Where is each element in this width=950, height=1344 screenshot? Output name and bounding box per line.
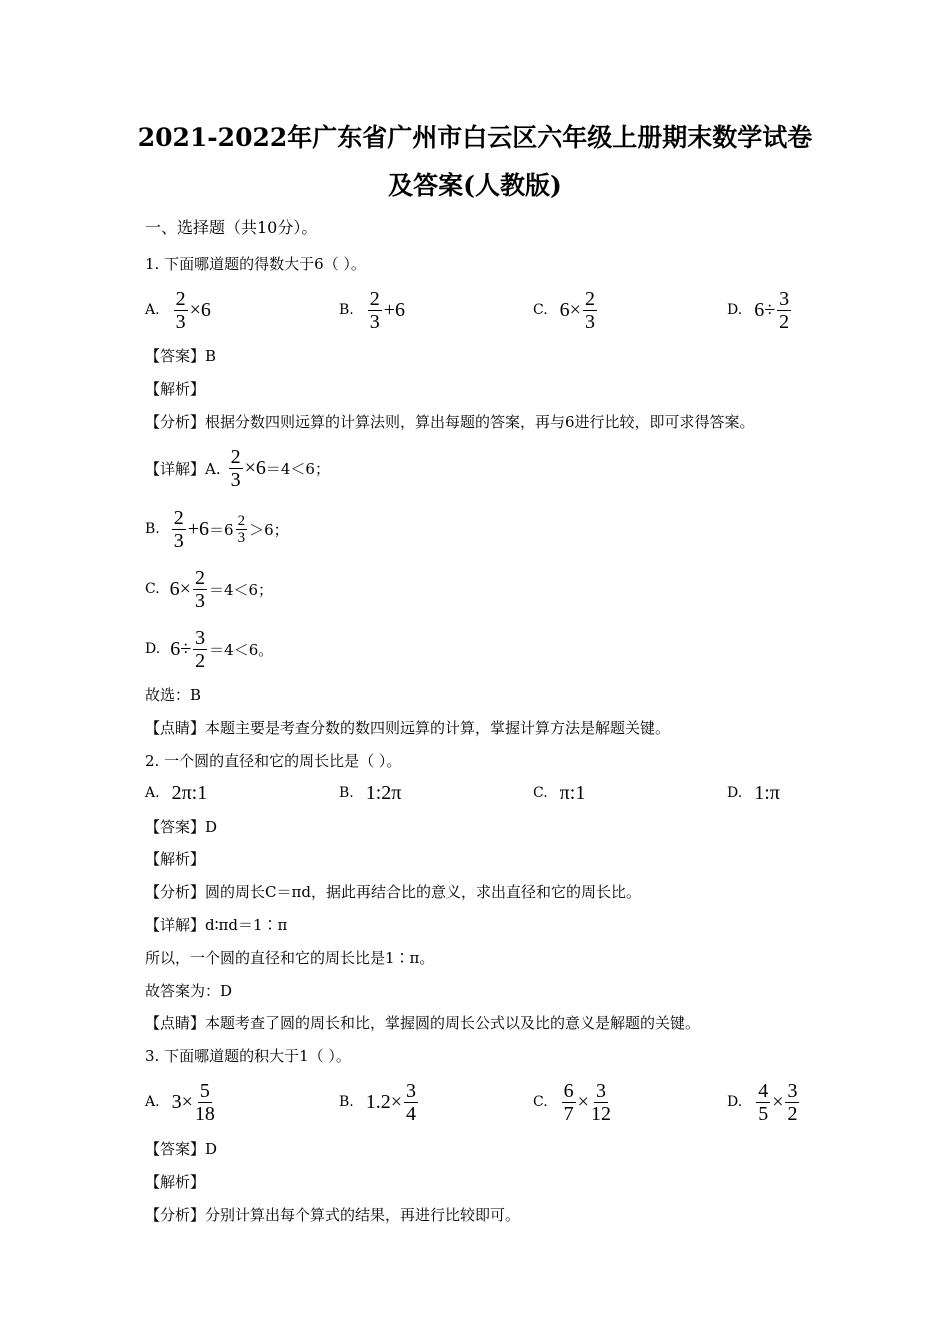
fraction: $\frac{2}{3}$ bbox=[173, 506, 184, 552]
option-label: D. bbox=[727, 302, 743, 318]
fraction: $\frac{3}{12}$ bbox=[590, 1079, 611, 1125]
option-label: B. bbox=[339, 302, 354, 318]
q1-dianjing: 【点睛】本题主要是考查分数的数四则远算的计算，掌握计算方法是解题关键。 bbox=[145, 719, 671, 737]
detail-prefix: 【详解】A. bbox=[145, 459, 221, 478]
q1-option-c bbox=[533, 284, 599, 336]
option-label: B. bbox=[339, 1094, 354, 1110]
q1-jiexi: 【解析】 bbox=[145, 380, 206, 398]
q1-detail-b bbox=[145, 503, 289, 555]
detail-eq: ＝6 bbox=[209, 520, 234, 539]
q1-option-a bbox=[145, 284, 211, 336]
q1-fenxi: 【分析】根据分数四则远算的计算法则，算出每题的答案，再与6进行比较，即可求得答案。 bbox=[145, 413, 755, 431]
q1-detail-c bbox=[145, 563, 273, 615]
q2-fenxi: 【分析】圆的周长C＝πd，据此再结合比的意义，求出直径和它的周长比。 bbox=[145, 883, 641, 901]
q2-gudaan: 故答案为：D bbox=[145, 982, 233, 1000]
math-text: 6÷ bbox=[170, 637, 192, 660]
fraction: $\frac{6}{7}$ bbox=[563, 1079, 574, 1125]
q1-detail-a bbox=[145, 442, 330, 494]
q1-answer: 【答案】B bbox=[145, 347, 217, 365]
fraction: $\frac{2}{3}$ bbox=[230, 445, 241, 491]
math-text: 2π:1 bbox=[171, 781, 208, 804]
q3-option-a bbox=[145, 1076, 217, 1128]
q2-option-b bbox=[339, 767, 401, 819]
fraction: $\frac{3}{2}$ bbox=[779, 287, 790, 333]
math-text: +6 bbox=[383, 298, 406, 321]
doc-title-line1: 2021-2022年广东省广州市白云区六年级上册期末数学试卷 bbox=[137, 123, 813, 152]
fraction: $\frac{3}{4}$ bbox=[406, 1079, 417, 1125]
q1-guxuan: 故选：B bbox=[145, 686, 202, 704]
q2-answer: 【答案】D bbox=[145, 818, 218, 836]
option-label: D. bbox=[727, 1094, 743, 1110]
q3-option-c bbox=[533, 1076, 613, 1128]
math-text: 1:2π bbox=[365, 781, 402, 804]
fraction: $\frac{3}{2}$ bbox=[195, 626, 206, 672]
q1-option-d bbox=[727, 284, 793, 336]
detail-result: ＝4＜6； bbox=[265, 459, 330, 478]
detail-result: ＞6； bbox=[249, 520, 289, 539]
q2-stem: 2. 一个圆的直径和它的周长比是（ ）。 bbox=[145, 752, 402, 770]
fraction: $\frac{2}{3}$ bbox=[369, 287, 380, 333]
option-label: D. bbox=[727, 785, 743, 801]
q3-fenxi: 【分析】分别计算出每个算式的结果，再进行比较即可。 bbox=[145, 1206, 521, 1224]
option-label: A. bbox=[145, 302, 160, 318]
math-text: 6× bbox=[559, 298, 581, 321]
q1-option-b bbox=[339, 284, 405, 336]
q1-detail-d bbox=[145, 623, 273, 675]
math-text: +6 bbox=[187, 517, 210, 540]
math-text: ×6 bbox=[244, 456, 266, 479]
math-text: 3× bbox=[171, 1090, 193, 1113]
q3-option-b bbox=[339, 1076, 420, 1128]
q2-option-a bbox=[145, 767, 207, 819]
fraction: $\frac{2}{3}$ bbox=[194, 566, 205, 612]
math-text: 6× bbox=[169, 577, 191, 600]
fraction: $\frac{5}{18}$ bbox=[194, 1079, 215, 1125]
option-label: B. bbox=[339, 785, 354, 801]
math-text: × bbox=[772, 1090, 784, 1113]
fraction: $\frac{2}{3}$ bbox=[584, 287, 595, 333]
math-text: 1.2× bbox=[365, 1090, 403, 1113]
option-label: B. bbox=[145, 521, 160, 537]
q1-stem: 1. 下面哪道题的得数大于6（ ）。 bbox=[145, 255, 366, 273]
q2-option-d bbox=[727, 767, 780, 819]
fraction: $\frac{4}{5}$ bbox=[758, 1079, 769, 1125]
fraction: $\frac{3}{2}$ bbox=[787, 1079, 798, 1125]
q3-stem: 3. 下面哪道题的积大于1（ ）。 bbox=[145, 1047, 351, 1065]
doc-title-line2: 及答案(人教版) bbox=[388, 171, 562, 200]
math-text: 1:π bbox=[754, 781, 780, 804]
fraction: $\frac{2}{3}$ bbox=[175, 287, 186, 333]
option-label: C. bbox=[533, 302, 548, 318]
option-label: A. bbox=[145, 1094, 160, 1110]
option-label: A. bbox=[145, 785, 160, 801]
math-text: × bbox=[577, 1090, 589, 1113]
q3-option-d bbox=[727, 1076, 801, 1128]
fraction-small: $\frac{2}{3}$ bbox=[237, 512, 246, 546]
q3-answer: 【答案】D bbox=[145, 1140, 218, 1158]
q3-jiexi: 【解析】 bbox=[145, 1173, 206, 1191]
detail-result: ＝4＜6。 bbox=[209, 640, 274, 659]
q2-jiexi: 【解析】 bbox=[145, 850, 206, 868]
q2-xiangjie: 【详解】d∶πd＝1∶π bbox=[145, 916, 288, 934]
math-text: π:1 bbox=[559, 781, 586, 804]
option-label: C. bbox=[533, 785, 548, 801]
section-heading: 一、选择题（共10分）。 bbox=[145, 218, 318, 237]
math-text: ×6 bbox=[189, 298, 211, 321]
q2-option-c bbox=[533, 767, 585, 819]
option-label: D. bbox=[145, 641, 161, 657]
option-label: C. bbox=[145, 581, 160, 597]
detail-result: ＝4＜6； bbox=[208, 580, 274, 599]
option-label: C. bbox=[533, 1094, 548, 1110]
q2-suoyi: 所以，一个圆的直径和它的周长比是1∶π。 bbox=[145, 949, 435, 967]
q2-dianjing: 【点睛】本题考查了圆的周长和比，掌握圆的周长公式以及比的意义是解题的关键。 bbox=[145, 1014, 701, 1032]
math-text: 6÷ bbox=[754, 298, 776, 321]
